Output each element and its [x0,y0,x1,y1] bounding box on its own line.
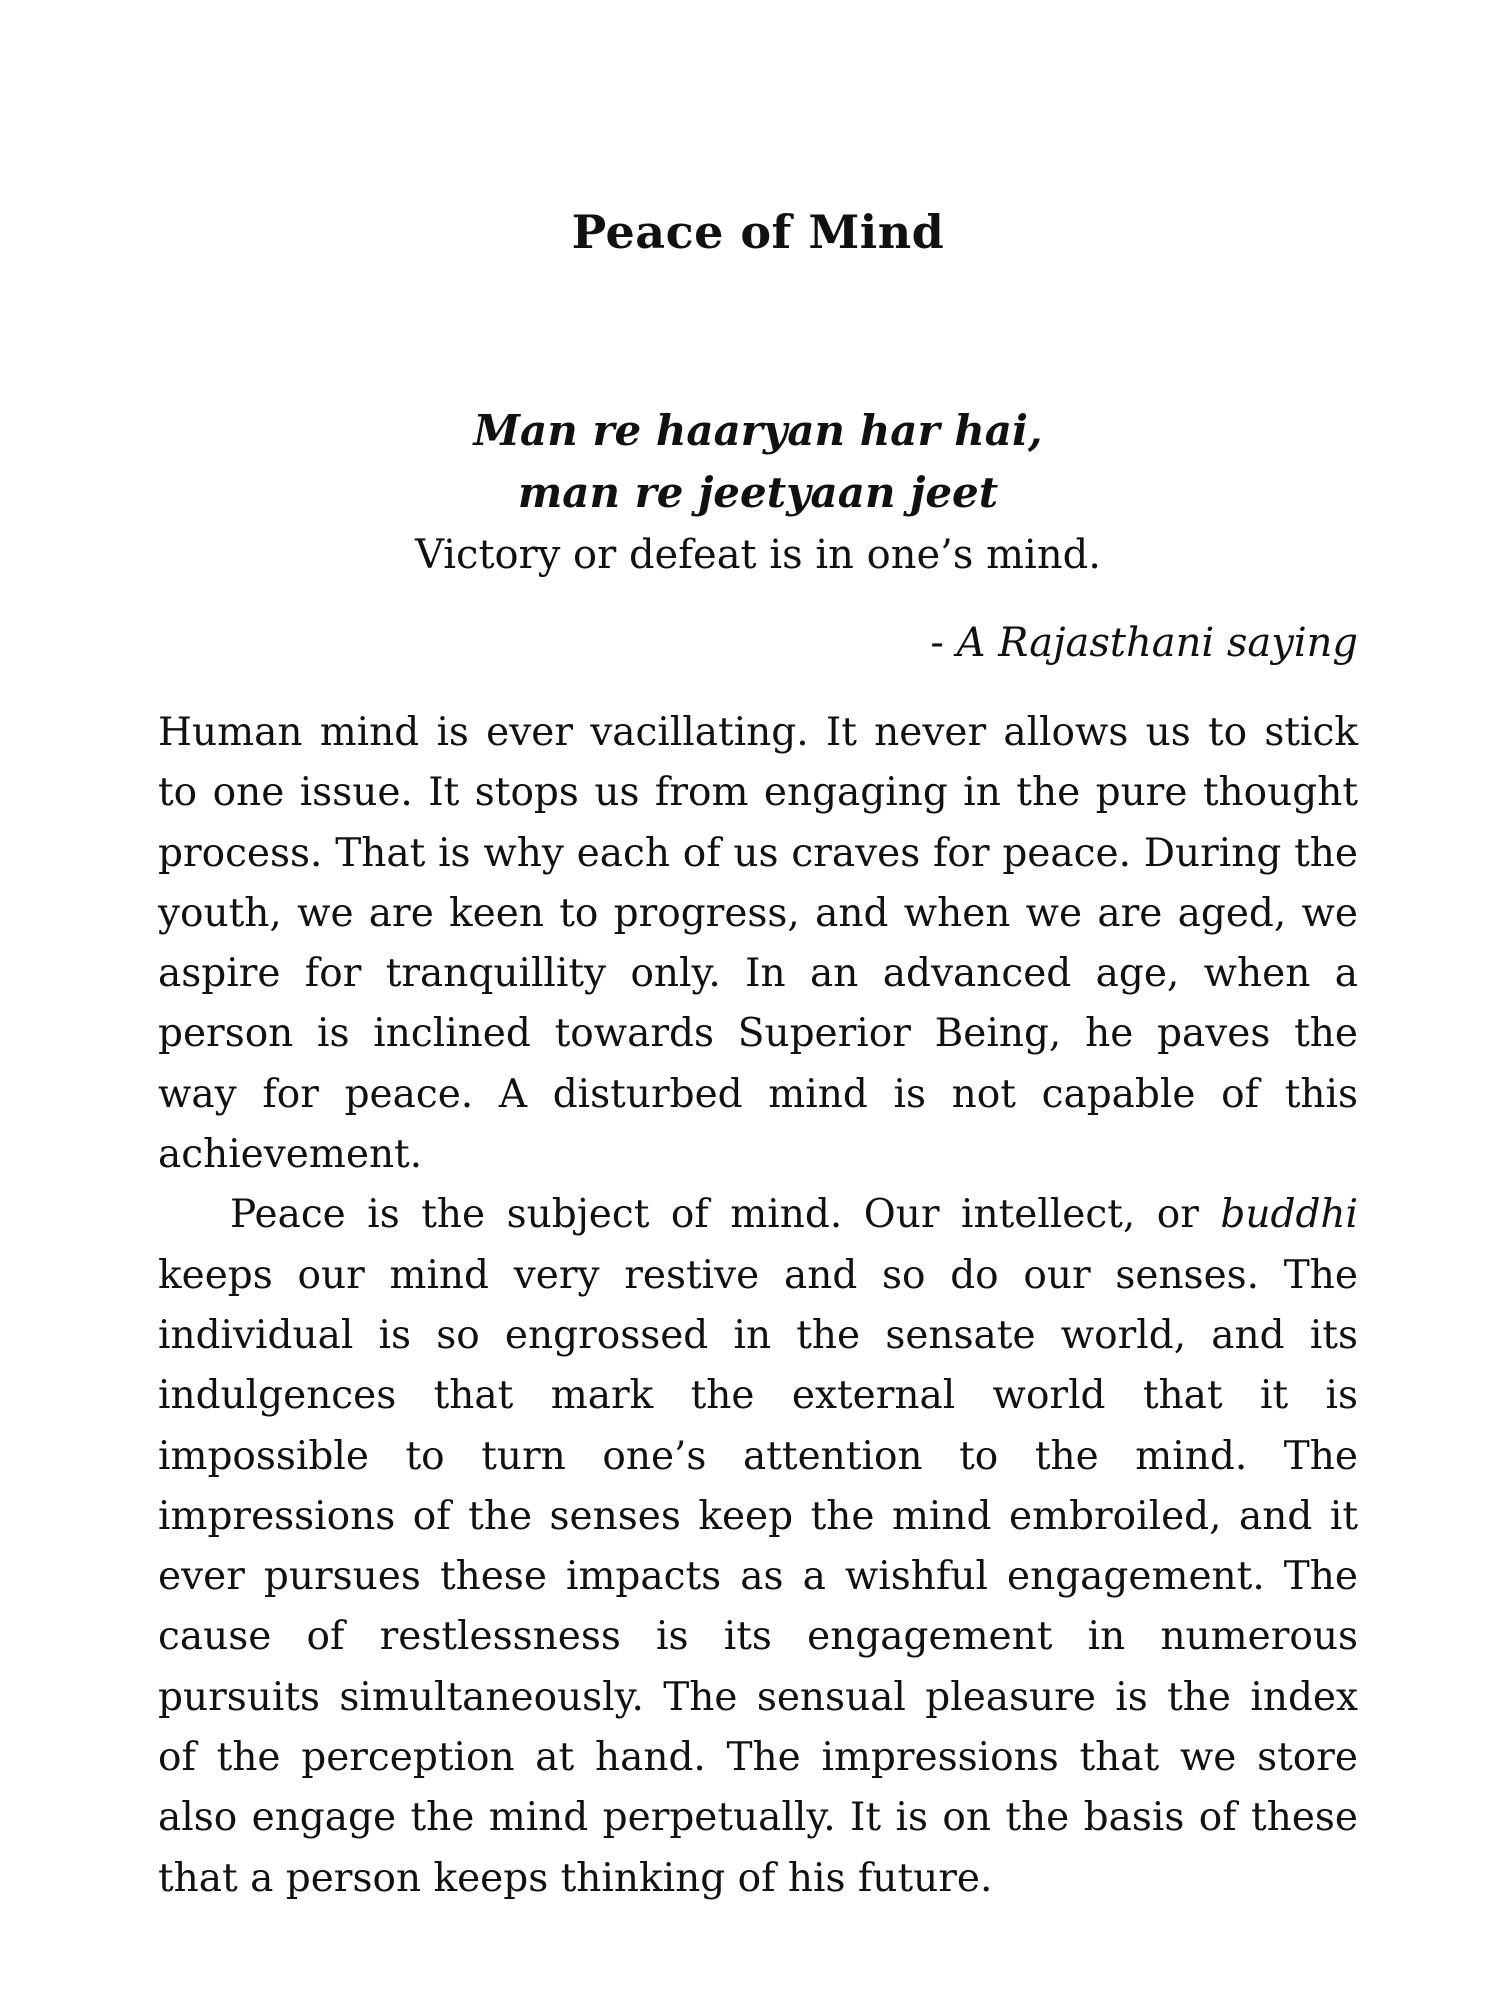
epigraph-translation: Victory or defeat is in one’s mind. [415,532,1101,578]
paragraph-2-start: Peace is the subject of mind. Our intellect, or [230,1192,1221,1238]
epigraph-attribution: - A Rajasthani saying [930,620,1358,666]
paragraph-2-end: keeps our mind very restive and so do our senses. The individual is so engrossed in the sensate world, and its indulgences that mark the external world that it is impossible to turn one’s attention to the mind. The impressions of the senses keep the mind embroiled, and it ever pursues these impacts as a wishful engagement. The cause of restlessness is its engagement in numerous pursuits simultaneously. The sensual pleasure is the index of the perception at hand. The impressions that we store also engage the mind perpetually. It is on the basis of these that a person keeps thinking of his future. [158,1252,1358,1901]
epigraph [158,400,1358,586]
chapter-title: Peace of Mind [571,205,945,259]
paragraph-1: Human mind is ever vacillating. It never allows us to stick to one issue. It stops us from engaging in the pure thought process. That is why each of us craves for peace. During the youth, we are keen to progress, and when we are aged, we aspire for tranquillity only. In an advanced age, when a person is inclined towards Superior Being, he paves the way for peace. A disturbed mind is not capable of this achievement. [158,710,1358,1178]
epigraph-line-1: Man re haaryan har hai, [473,406,1043,455]
body-text [158,703,1358,1909]
paragraph-2-italic-term: buddhi [1220,1192,1358,1238]
paragraph-2 [158,1185,1358,1909]
epigraph-line-2: man re jeetyaan jeet [517,468,999,517]
book-page [158,0,1358,2000]
